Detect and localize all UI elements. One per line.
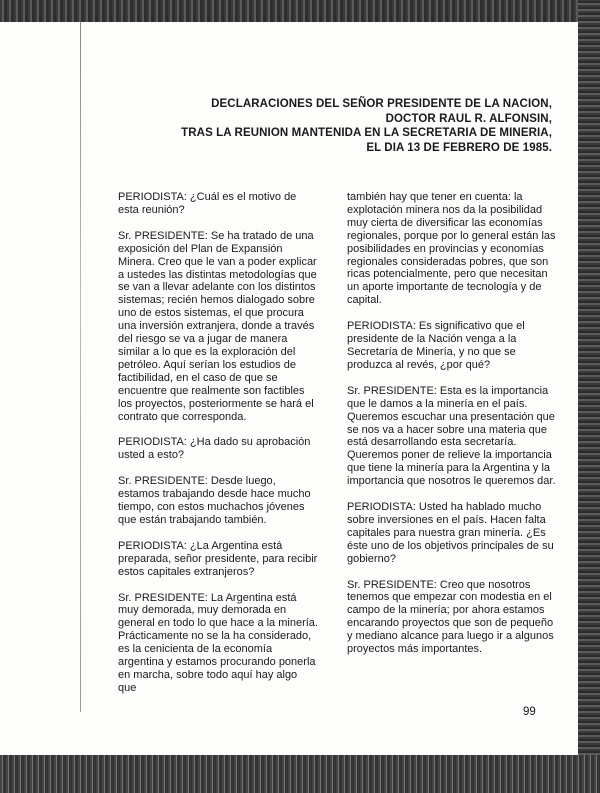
paragraph: Sr. PRESIDENTE: Desde luego, estamos trabajando desde hace mucho tiempo, con estos muchachos jóvenes que están trabajando también. bbox=[118, 475, 311, 526]
paragraph: PERIODISTA: ¿Ha dado su aprobación usted a esto? bbox=[118, 436, 311, 462]
paragraph: PERIODISTA: ¿La Argentina está preparada, señor presidente, para recibir estos capitales extranjeros? bbox=[118, 539, 318, 578]
paragraph: también hay que tener en cuenta: la explotación minera nos da la posibilidad muy cierta de diversificar las economías regionales, porque por lo general están las posibilidades en provincias y economías regionales consideradas pobres, que son ricas potencialmente, pero que necesitan un aporte importante de tecnología y de capital. bbox=[347, 191, 556, 307]
page-number: 99 bbox=[523, 706, 536, 718]
document-header bbox=[122, 97, 552, 155]
paragraph: Sr. PRESIDENTE: Se ha tratado de una exposición del Plan de Expansión Minera. Creo que le van a poder explicar a ustedes las distintas metodologías que se van a llevar adelante con los distintos sistemas; recién hemos dialogado sobre uno de estos sistemas, el que procura una inversión extranjera, donde a través del riesgo se va a jugar de manera similar a lo que es la exploración del petróleo. Aquí serían los estudios de factibilidad, en el caso de que se encuentre que realmente son factibles los proyectos, posteriormente se hará el contrato que corresponda. bbox=[118, 229, 317, 423]
paragraph: Sr. PRESIDENTE: Creo que nosotros tenemos que empezar con modestia en el campo de la minería; por ahora estamos encarando proyectos que son de pequeño y mediano alcance para luego ir a algunos proyectos más importantes. bbox=[347, 578, 554, 656]
scan-border-bottom bbox=[0, 755, 600, 793]
scan-border-right bbox=[578, 0, 600, 793]
binding-gutter-line bbox=[80, 22, 81, 712]
paragraph: PERIODISTA: ¿Cuál es el motivo de esta reunión? bbox=[118, 191, 297, 216]
left-column bbox=[118, 191, 318, 708]
paragraph: PERIODISTA: Es significativo que el presidente de la Nación venga a la Secretaría de Minería, y no que se produzca al revés, ¿por qué? bbox=[347, 320, 525, 371]
scan-border-top bbox=[0, 0, 600, 22]
right-column bbox=[347, 191, 557, 669]
header-line: TRAS LA REUNION MANTENIDA EN LA SECRETARIA DE MINERIA, bbox=[181, 127, 552, 139]
header-line: DECLARACIONES DEL SEÑOR PRESIDENTE DE LA NACION, bbox=[211, 98, 552, 110]
paragraph: Sr. PRESIDENTE: La Argentina está muy demorada, muy demorada en general en todo lo que hace a la minería. Prácticamente no se la ha considerado, es la cenicienta de la economía argentina y estamos procurando ponerla en marcha, sobre todo aquí hay algo que bbox=[118, 591, 318, 694]
paragraph: Sr. PRESIDENTE: Esta es la importancia que le damos a la minería en el país. Queremos escuchar una presentación que se nos va a hacer sobre una materia que está desarrollando esta secretaría. Queremos poner de relieve la importancia que tiene la minería para la Argentina y la importancia que nosotros le queremos dar. bbox=[347, 384, 556, 488]
header-line: DOCTOR RAUL R. ALFONSIN, bbox=[385, 112, 552, 125]
paragraph: PERIODISTA: Usted ha hablado mucho sobre inversiones en el país. Hacen falta capitales para nuestra gran minería. ¿Es éste uno de los objetivos principales de su gobierno? bbox=[347, 501, 554, 565]
header-line: EL DIA 13 DE FEBRERO DE 1985. bbox=[366, 141, 552, 154]
